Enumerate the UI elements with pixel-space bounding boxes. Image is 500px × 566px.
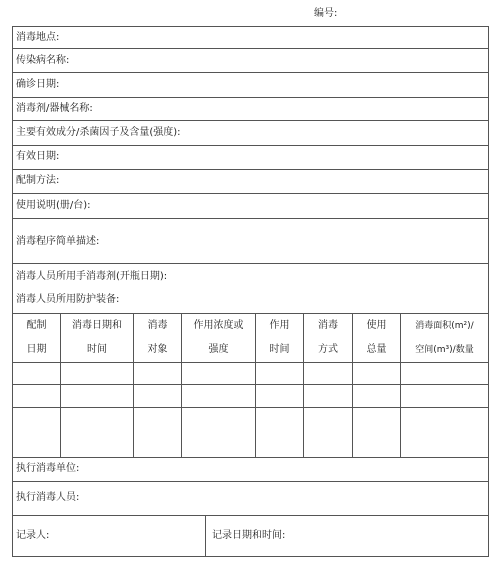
row-divider bbox=[12, 48, 489, 49]
protective-equipment-label: 消毒人员所用防护装备: bbox=[16, 294, 120, 305]
row-divider bbox=[12, 72, 489, 73]
row-divider bbox=[12, 218, 489, 219]
header-total bbox=[353, 320, 400, 356]
executing-unit-label: 执行消毒单位: bbox=[16, 463, 80, 474]
table-top-line bbox=[12, 313, 489, 314]
site-label: 消毒地点: bbox=[16, 32, 60, 43]
record-time-label: 记录日期和时间: bbox=[212, 530, 286, 541]
header-line: 消毒日期和 bbox=[72, 320, 122, 331]
row-divider bbox=[12, 120, 489, 121]
preparation-label: 配制方法: bbox=[16, 175, 60, 186]
row-divider bbox=[12, 481, 489, 482]
header-line: 总量 bbox=[366, 344, 387, 355]
table-bottom-line bbox=[12, 457, 489, 458]
row-divider bbox=[12, 515, 489, 516]
header-line: 消毒 bbox=[147, 320, 168, 331]
header-line: 消毒 bbox=[318, 320, 338, 331]
header-action-time bbox=[256, 320, 303, 356]
header-line: 配制 bbox=[26, 320, 47, 331]
row-divider bbox=[12, 97, 489, 98]
table-row bbox=[13, 363, 488, 384]
procedure-label: 消毒程序简单描述: bbox=[16, 236, 100, 247]
table-row bbox=[13, 385, 488, 407]
header-prep-date bbox=[13, 320, 60, 356]
form-bottom-border bbox=[12, 556, 489, 557]
row-divider bbox=[12, 145, 489, 146]
ingredient-label: 主要有效成分/杀菌因子及含量(强度): bbox=[16, 127, 181, 138]
usage-label: 使用说明(册/台): bbox=[16, 200, 91, 211]
header-line: 对象 bbox=[147, 344, 168, 355]
header-line: 作用 bbox=[269, 320, 290, 331]
form-right-border bbox=[488, 26, 489, 557]
header-disinfect-time bbox=[61, 320, 133, 356]
table-row bbox=[13, 408, 488, 457]
header-line: 强度 bbox=[208, 344, 229, 355]
row-divider bbox=[12, 193, 489, 194]
footer-split-line bbox=[205, 515, 206, 557]
form-top-border bbox=[12, 26, 489, 27]
hand-disinfectant-label: 消毒人员所用手消毒剂(开瓶日期): bbox=[16, 271, 168, 282]
header-concentration bbox=[182, 320, 255, 356]
diagnosis-date-label: 确诊日期: bbox=[16, 79, 60, 90]
expiry-label: 有效日期: bbox=[16, 151, 60, 162]
number-label: 编号: bbox=[314, 8, 338, 19]
header-line: 时间 bbox=[269, 344, 290, 355]
header-line: 时间 bbox=[87, 344, 107, 355]
header-object bbox=[134, 320, 181, 356]
executing-staff-label: 执行消毒人员: bbox=[16, 492, 80, 503]
header-line: 空间(m³)/数量 bbox=[415, 345, 474, 355]
header-area bbox=[401, 320, 488, 356]
disinfectant-label: 消毒剂/器械名称: bbox=[16, 103, 93, 114]
header-line: 日期 bbox=[26, 344, 47, 355]
header-line: 使用 bbox=[366, 320, 387, 331]
row-divider bbox=[12, 263, 489, 264]
header-method bbox=[304, 320, 352, 356]
form-left-border bbox=[12, 26, 13, 557]
header-line: 作用浓度或 bbox=[193, 320, 244, 331]
row-divider bbox=[12, 169, 489, 170]
header-line: 方式 bbox=[318, 344, 338, 355]
recorder-label: 记录人: bbox=[16, 530, 50, 541]
header-line: 消毒面积(m²)/ bbox=[415, 321, 474, 331]
disease-label: 传染病名称: bbox=[16, 55, 70, 66]
